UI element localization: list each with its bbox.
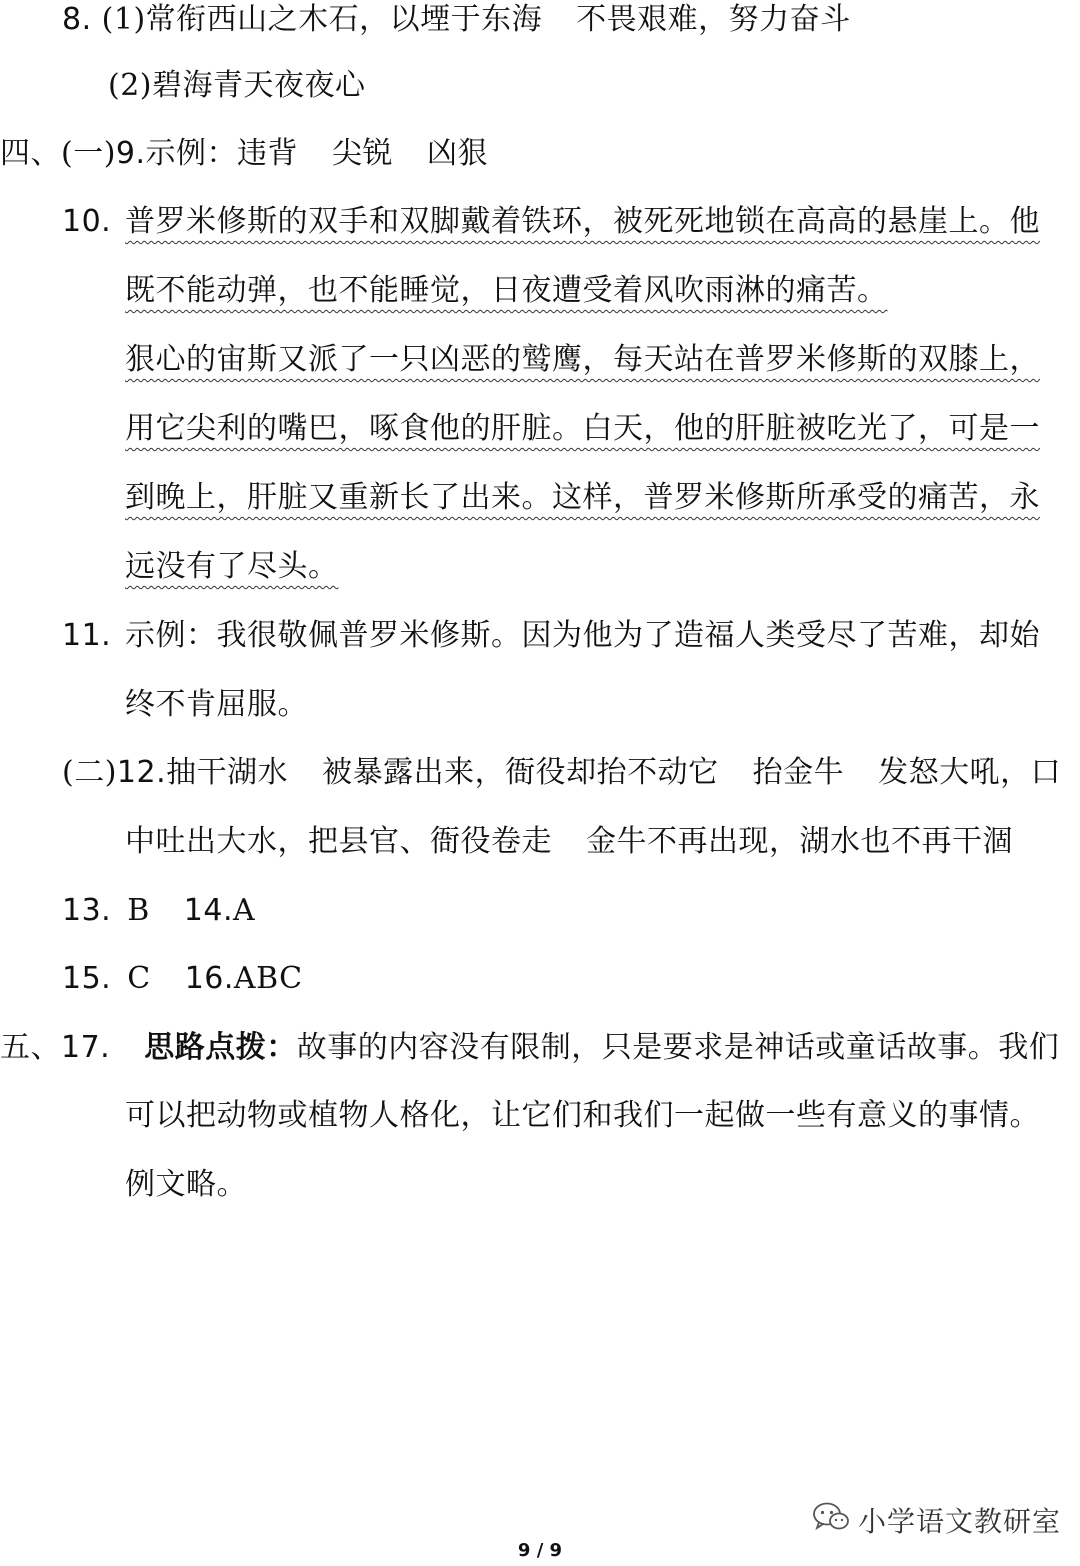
q8-part2: (2)碧海青天夜夜心 [108, 68, 366, 103]
page-number: 9 / 9 [517, 1540, 563, 1561]
q12-answer-a: 抽干湖水 [166, 755, 289, 790]
q8-part1-a: (1)常衔西山之木石，以堙于东海 [101, 2, 543, 37]
q9-answer-c: 凶狠 [427, 136, 489, 171]
q17-line1 [0, 1028, 1059, 1068]
q12-line1 [62, 753, 1061, 793]
q10-text-line: 到晚上，肝脏又重新长了出来。这样，普罗米修斯所承受的痛苦，永 [125, 480, 1040, 515]
q17-text-line3: 例文略。 [125, 1167, 247, 1202]
q15-answer: C [127, 961, 151, 996]
q9-answer-b: 尖锐 [332, 136, 394, 171]
section4-q9-line [0, 134, 488, 174]
q13-answer: B [127, 893, 150, 928]
q15-number: 15. [62, 961, 112, 996]
q9-number: 9. [115, 136, 146, 171]
q12-answer-line2a: 中吐出大水，把县官、衙役卷走 [125, 824, 552, 859]
q17-text-line2: 可以把动物或植物人格化，让它们和我们一起做一些有意义的事情。 [125, 1098, 1040, 1133]
q11-text-line1: 示例：我很敬佩普罗米修斯。因为他为了造福人类受尽了苦难，却始 [125, 618, 1040, 653]
q16-answer: ABC [233, 961, 303, 996]
q16-number: 16. [184, 961, 234, 996]
q10-number: 10. [62, 204, 112, 239]
q11-number: 11. [62, 618, 112, 653]
q8-line1 [62, 0, 851, 40]
q11-text-line2: 终不肯屈服。 [125, 687, 308, 722]
section5-label: 五、 [0, 1030, 61, 1065]
q15-q16-line [62, 959, 303, 999]
q12-answer-line2b: 金牛不再出现，湖水也不再干涸 [586, 824, 1013, 859]
q10-text-line: 远没有了尽头。 [125, 549, 339, 584]
q17-text-line1: 故事的内容没有限制，只是要求是神话或童话故事。我们 [296, 1030, 1060, 1065]
q10-text-line: 狠心的宙斯又派了一只凶恶的鹫鹰，每天站在普罗米修斯的双膝上， [125, 342, 1040, 377]
q10-text-line: 用它尖利的嘴巴，啄食他的肝脏。白天，他的肝脏被吃光了，可是一 [125, 411, 1040, 446]
part2-label: (二) [62, 755, 117, 790]
q13-q14-line [62, 891, 255, 931]
q8-number: 8. [62, 2, 92, 37]
q17-hint-label: 思路点拨： [144, 1030, 297, 1065]
q12-line2 [125, 822, 1013, 862]
q12-answer-d: 发怒大吼，口 [878, 755, 1062, 790]
q8-part1-b: 不畏艰难，努力奋斗 [576, 2, 851, 37]
q8-line2 [108, 66, 366, 106]
q12-number: 12. [116, 755, 167, 790]
q12-answer-b: 被暴露出来，衙役却抬不动它 [322, 755, 719, 790]
q14-number: 14. [183, 893, 233, 928]
q14-answer: A [232, 893, 256, 928]
watermark-text: 小学语文教研室 [858, 1505, 1062, 1538]
q10-text-line: 既不能动弹，也不能睡觉，日夜遭受着风吹雨淋的痛苦。 [125, 273, 888, 308]
section4-label: 四、(一) [0, 136, 116, 171]
q17-number: 17. [61, 1030, 111, 1065]
q9-answer-a: 示例：违背 [145, 136, 299, 171]
watermark [812, 1500, 1061, 1540]
q13-number: 13. [62, 893, 112, 928]
wechat-icon [812, 1501, 850, 1540]
q10-text-line: 普罗米修斯的双手和双脚戴着铁环，被死死地锁在高高的悬崖上。他 [125, 204, 1040, 239]
q12-answer-c: 抬金牛 [752, 755, 845, 790]
